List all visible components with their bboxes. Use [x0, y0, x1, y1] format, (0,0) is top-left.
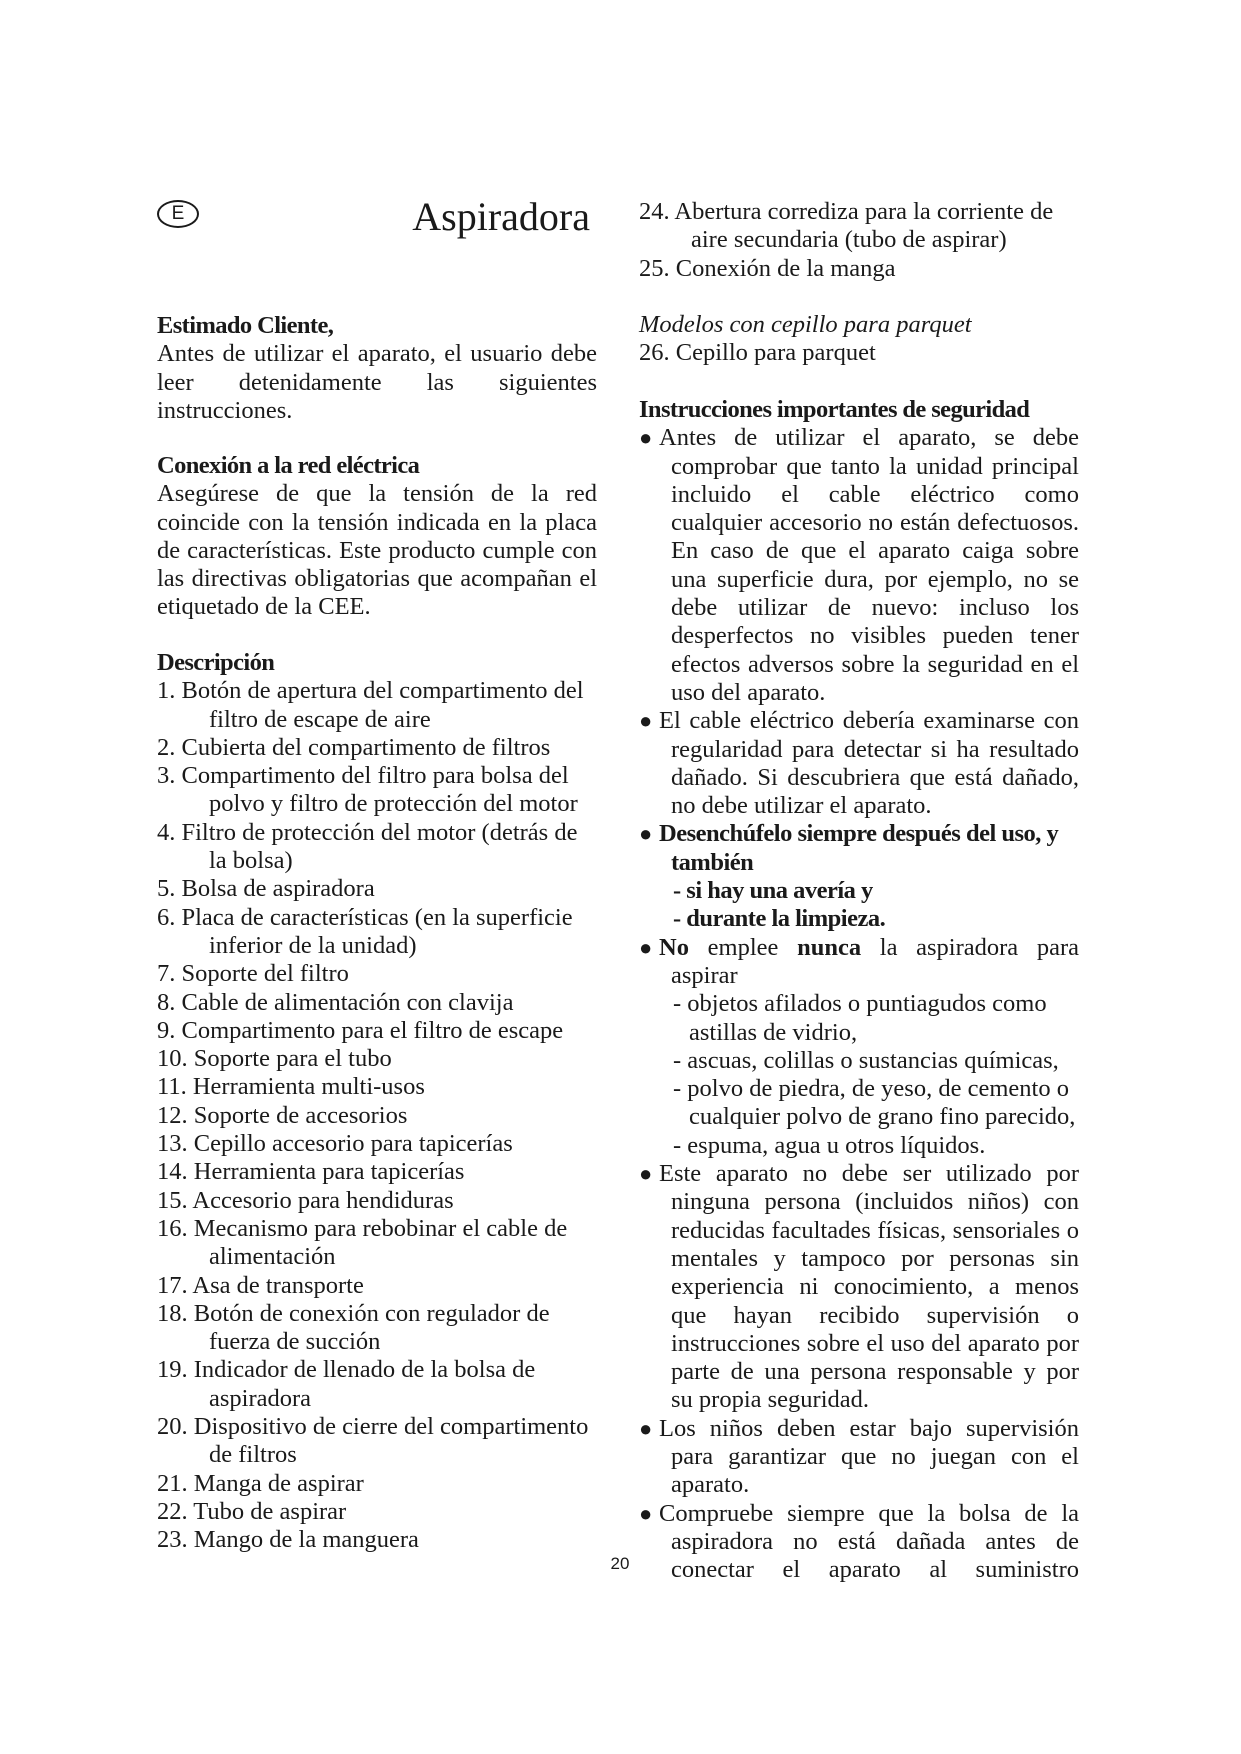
description-section: [157, 649, 597, 1555]
description-item: 19. Indicador de llenado de la bolsa de aspiradora: [157, 1356, 536, 1412]
description-item: 15. Accesorio para hendiduras: [157, 1186, 454, 1214]
description-item: 8. Cable de alimentación con clavija: [157, 988, 514, 1016]
description-item: 6. Placa de características (en la superficie inferior de la unidad): [157, 903, 573, 959]
description-item: 22. Tubo de aspirar: [157, 1497, 347, 1525]
bullet-dot: ●: [639, 821, 652, 847]
safety-bullet-6: ● Los niños deben estar bajo supervisión para garantizar que no juegan con el aparato.: [639, 1414, 1079, 1499]
description-item: 2. Cubierta del compartimento de filtros: [157, 733, 551, 761]
description-item: 3. Compartimento del filtro para bolsa del polvo y filtro de protección del motor: [157, 762, 578, 818]
greeting-section: [157, 312, 597, 425]
safety-bullet-4-sub: - ascuas, colillas o sustancias químicas,: [673, 1046, 1059, 1074]
safety-bullet-4: ● No emplee nunca la aspiradora para aspirar: [639, 933, 1080, 989]
description-item: 11. Herramienta multi-usos: [157, 1073, 425, 1101]
description-heading: Descripción: [157, 649, 275, 676]
bullet-dot: ●: [639, 1415, 653, 1441]
safety-bullet-4-sub: - objetos afilados o puntiagudos como astillas de vidrio,: [673, 990, 1047, 1046]
page-title: Aspiradora: [412, 194, 590, 239]
safety-bullet-3-sub: - si hay una avería y: [673, 877, 873, 905]
page-number: 20: [610, 1554, 630, 1573]
description-item: 12. Soporte de accesorios: [157, 1101, 408, 1129]
description-item: 20. Dispositivo de cierre del compartimento de filtros: [157, 1413, 589, 1469]
greeting-heading: Estimado Cliente,: [157, 312, 334, 339]
safety-bullet-3: ● Desenchúfelo siempre después del uso, y también: [639, 820, 1059, 876]
safety-bullet-5: ● Este aparato no debe ser utilizado por ninguna persona (incluidos niños) con reducidas facultades físicas, sensoriales o mentales y tampoco por personas sin experiencia ni conocimiento, a menos que hayan recibido supervisión o instrucciones sobre el uso del aparato por parte de una persona responsable y por su propia seguridad.: [639, 1160, 1079, 1414]
parquet-item: 26. Cepillo para parquet: [639, 339, 876, 367]
description-item: 17. Asa de transporte: [157, 1271, 364, 1299]
connection-heading: Conexión a la red eléctrica: [157, 452, 420, 479]
parquet-heading: Modelos con cepillo para parquet: [639, 311, 972, 338]
bullet-dot: ●: [639, 1500, 653, 1526]
connection-section: [157, 452, 597, 622]
safety-bullet-3-sub: - durante la limpieza.: [673, 905, 886, 933]
safety-heading: Instrucciones importantes de seguridad: [639, 396, 1030, 423]
parquet-section: [639, 311, 1079, 368]
connection-text: Asegúrese de que la tensión de la red coincide con la tensión indicada en la placa de características. Este producto cumple con las directivas obligatorias que acompañan el etiquetado de la CEE.: [157, 480, 597, 621]
safety-bullet-4-sub: - polvo de piedra, de yeso, de cemento o cualquier polvo de grano fino parecido,: [673, 1075, 1076, 1131]
description-item: 24. Abertura corrediza para la corriente de aire secundaria (tubo de aspirar): [639, 198, 1054, 254]
safety-bullet-4-sub: - espuma, agua u otros líquidos.: [673, 1131, 986, 1159]
description-continued: [639, 198, 1079, 283]
description-item: 13. Cepillo accesorio para tapicerías: [157, 1130, 513, 1158]
description-item: 16. Mecanismo para rebobinar el cable de alimentación: [157, 1214, 568, 1271]
safety-bullet-7: ● Compruebe siempre que la bolsa de la aspiradora no está dañada antes de conectar el aparato al suministro: [639, 1499, 1079, 1584]
bullet-dot: ●: [639, 1161, 653, 1187]
description-item: 18. Botón de conexión con regulador de fuerza de succión: [157, 1299, 550, 1356]
description-item: 21. Manga de aspirar: [157, 1469, 364, 1497]
bullet-dot: ●: [639, 425, 653, 451]
bullet-dot: ●: [639, 934, 653, 960]
safety-section: [639, 396, 1079, 1584]
greeting-text: Antes de utilizar el aparato, el usuario debe leer detenidamente las siguientes instrucciones.: [157, 340, 597, 424]
language-badge: E: [157, 200, 199, 228]
description-item: 23. Mango de la manguera: [157, 1526, 419, 1554]
bullet-dot: ●: [639, 708, 653, 734]
description-item: 14. Herramienta para tapicerías: [157, 1158, 465, 1186]
description-item: 10. Soporte para el tubo: [157, 1045, 392, 1073]
description-item: 25. Conexión de la manga: [639, 254, 896, 282]
safety-bullet-2: ● El cable eléctrico debería examinarse con regularidad para detectar si ha resultado dañado. Si descubriera que está dañado, no debe utilizar el aparato.: [639, 707, 1079, 820]
safety-bullet-1: ● Antes de utilizar el aparato, se debe comprobar que tanto la unidad principal incluido el cable eléctrico como cualquier accesorio no están defectuosos. En caso de que el aparato caiga sobre una superficie dura, por ejemplo, no se debe utilizar de nuevo: incluso los desperfectos no visibles pueden tener efectos adversos sobre la seguridad en el uso del aparato.: [639, 424, 1079, 706]
description-item: 7. Soporte del filtro: [157, 960, 349, 988]
description-item: 9. Compartimento para el filtro de escape: [157, 1016, 564, 1044]
description-item: 4. Filtro de protección del motor (detrás de la bolsa): [157, 818, 578, 875]
description-item: 1. Botón de apertura del compartimento del filtro de escape de aire: [157, 677, 584, 733]
description-item: 5. Bolsa de aspiradora: [157, 875, 375, 903]
